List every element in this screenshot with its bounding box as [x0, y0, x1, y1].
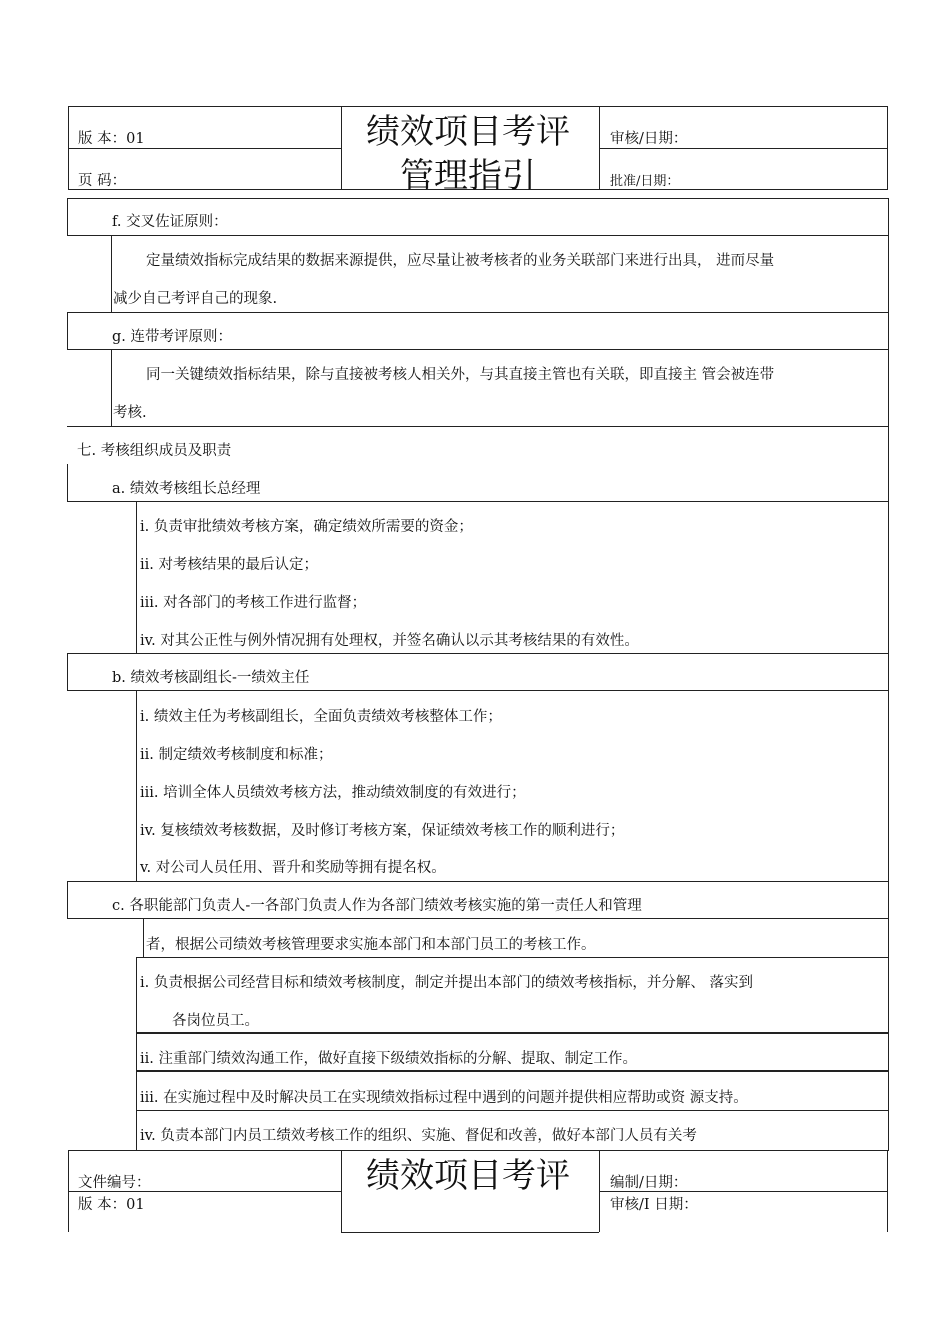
section-c-border	[888, 919, 889, 957]
footer-version: 版 本：01	[78, 1197, 145, 1213]
section-g-text: 同一关键绩效指标结果，除与直接被考核人相关外，与其直接主管也有关联，即直接主 管会被连带	[146, 367, 775, 383]
list-item: ii. 对考核结果的最后认定；	[140, 557, 318, 573]
section-f-border	[111, 236, 112, 312]
doc-title-sub: 管理指引	[400, 156, 536, 196]
section-c-item-border	[888, 1111, 889, 1151]
footer-review-date: 审核/I 日期：	[610, 1197, 698, 1213]
list-item: iii. 对各部门的考核工作进行监督；	[140, 595, 367, 611]
list-item: v. 对公司人员任用、晋升和奖励等拥有提名权。	[140, 860, 446, 876]
doc-title: 绩效项目考评	[366, 112, 570, 152]
section-g-heading: g. 连带考评原则：	[112, 329, 232, 345]
section-a-items-border	[888, 501, 889, 653]
list-item: i. 负责审批绩效考核方案，确定绩效所需要的资金；	[140, 519, 473, 535]
list-item: iv. 负责本部门内员工绩效考核工作的组织、实施、督促和改善，做好本部门人员有关考	[140, 1128, 697, 1144]
header-divider	[599, 148, 888, 149]
section-b-heading: b. 绩效考核副组长-一绩效主任	[112, 670, 310, 686]
list-item: i. 绩效主任为考核副组长，全面负责绩效考核整体工作；	[140, 709, 502, 725]
list-item: 各岗位员工。	[172, 1013, 259, 1029]
section-g-border	[111, 350, 112, 426]
header-review-date: 审核/日期：	[610, 131, 688, 147]
section-c-item-border	[136, 1111, 137, 1151]
footer-border	[68, 1150, 888, 1151]
section-c-border	[143, 919, 144, 957]
section-a-border	[67, 501, 889, 502]
section-a-heading: a. 绩效考核组长总经理	[112, 481, 261, 497]
footer-compile-date: 编制/日期：	[610, 1175, 688, 1191]
section-b-items-border	[888, 691, 889, 881]
section-7-heading: 七. 考核组织成员及职责	[77, 443, 232, 459]
list-item: ii. 制定绩效考核制度和标准；	[140, 747, 333, 763]
section-c-heading: c. 各职能部门负责人-一各部门负责人作为各部门绩效考核实施的第一责任人和管理	[112, 898, 642, 914]
section-f-text: 定量绩效指标完成结果的数据来源提供，应尽量让被考核者的业务关联部门来进行出具， 进而尽量	[146, 253, 775, 269]
header-divider	[68, 148, 341, 149]
section-7-border	[888, 426, 889, 502]
section-g-border	[888, 350, 889, 426]
section-7-border	[67, 426, 889, 427]
list-item: ii. 注重部门绩效沟通工作，做好直接下级绩效指标的分解、提取、制定工作。	[140, 1051, 637, 1067]
footer-divider	[341, 1150, 342, 1232]
section-7-border	[67, 464, 68, 502]
header-divider	[341, 106, 342, 190]
footer-file-no: 文件编号：	[78, 1175, 151, 1191]
section-b-items-border	[136, 691, 137, 881]
list-item: iv. 复核绩效考核数据，及时修订考核方案，保证绩效考核工作的顺利进行；	[140, 823, 625, 839]
header-approve-date: 批准/日期：	[610, 174, 680, 189]
footer-title: 绩效项目考评	[366, 1156, 570, 1196]
section-f-border	[888, 236, 889, 312]
section-f-heading: f. 交叉佐证原则：	[112, 214, 228, 230]
header-page: 页 码：	[78, 173, 127, 189]
section-f-text: 减少自己考评自己的现象.	[113, 291, 278, 307]
list-item: iii. 在实施过程中及时解决员工在实现绩效指标过程中遇到的问题并提供相应帮助或资 源支持。	[140, 1090, 748, 1106]
footer-divider	[341, 1232, 599, 1233]
list-item: iv. 对其公正性与例外情况拥有处理权，并签名确认以示其考核结果的有效性。	[140, 633, 639, 649]
header-version: 版 本：01	[78, 131, 145, 147]
list-item: iii. 培训全体人员绩效考核方法，推动绩效制度的有效进行；	[140, 785, 526, 801]
section-c-text: 者，根据公司绩效考核管理要求实施本部门和本部门员工的考核工作。	[146, 937, 596, 953]
list-item: i. 负责根据公司经营目标和绩效考核制度，制定并提出本部门的绩效考核指标，并分解、 落实到	[140, 975, 753, 991]
section-a-items-border	[136, 501, 137, 653]
section-g-text: 考核.	[113, 405, 147, 421]
